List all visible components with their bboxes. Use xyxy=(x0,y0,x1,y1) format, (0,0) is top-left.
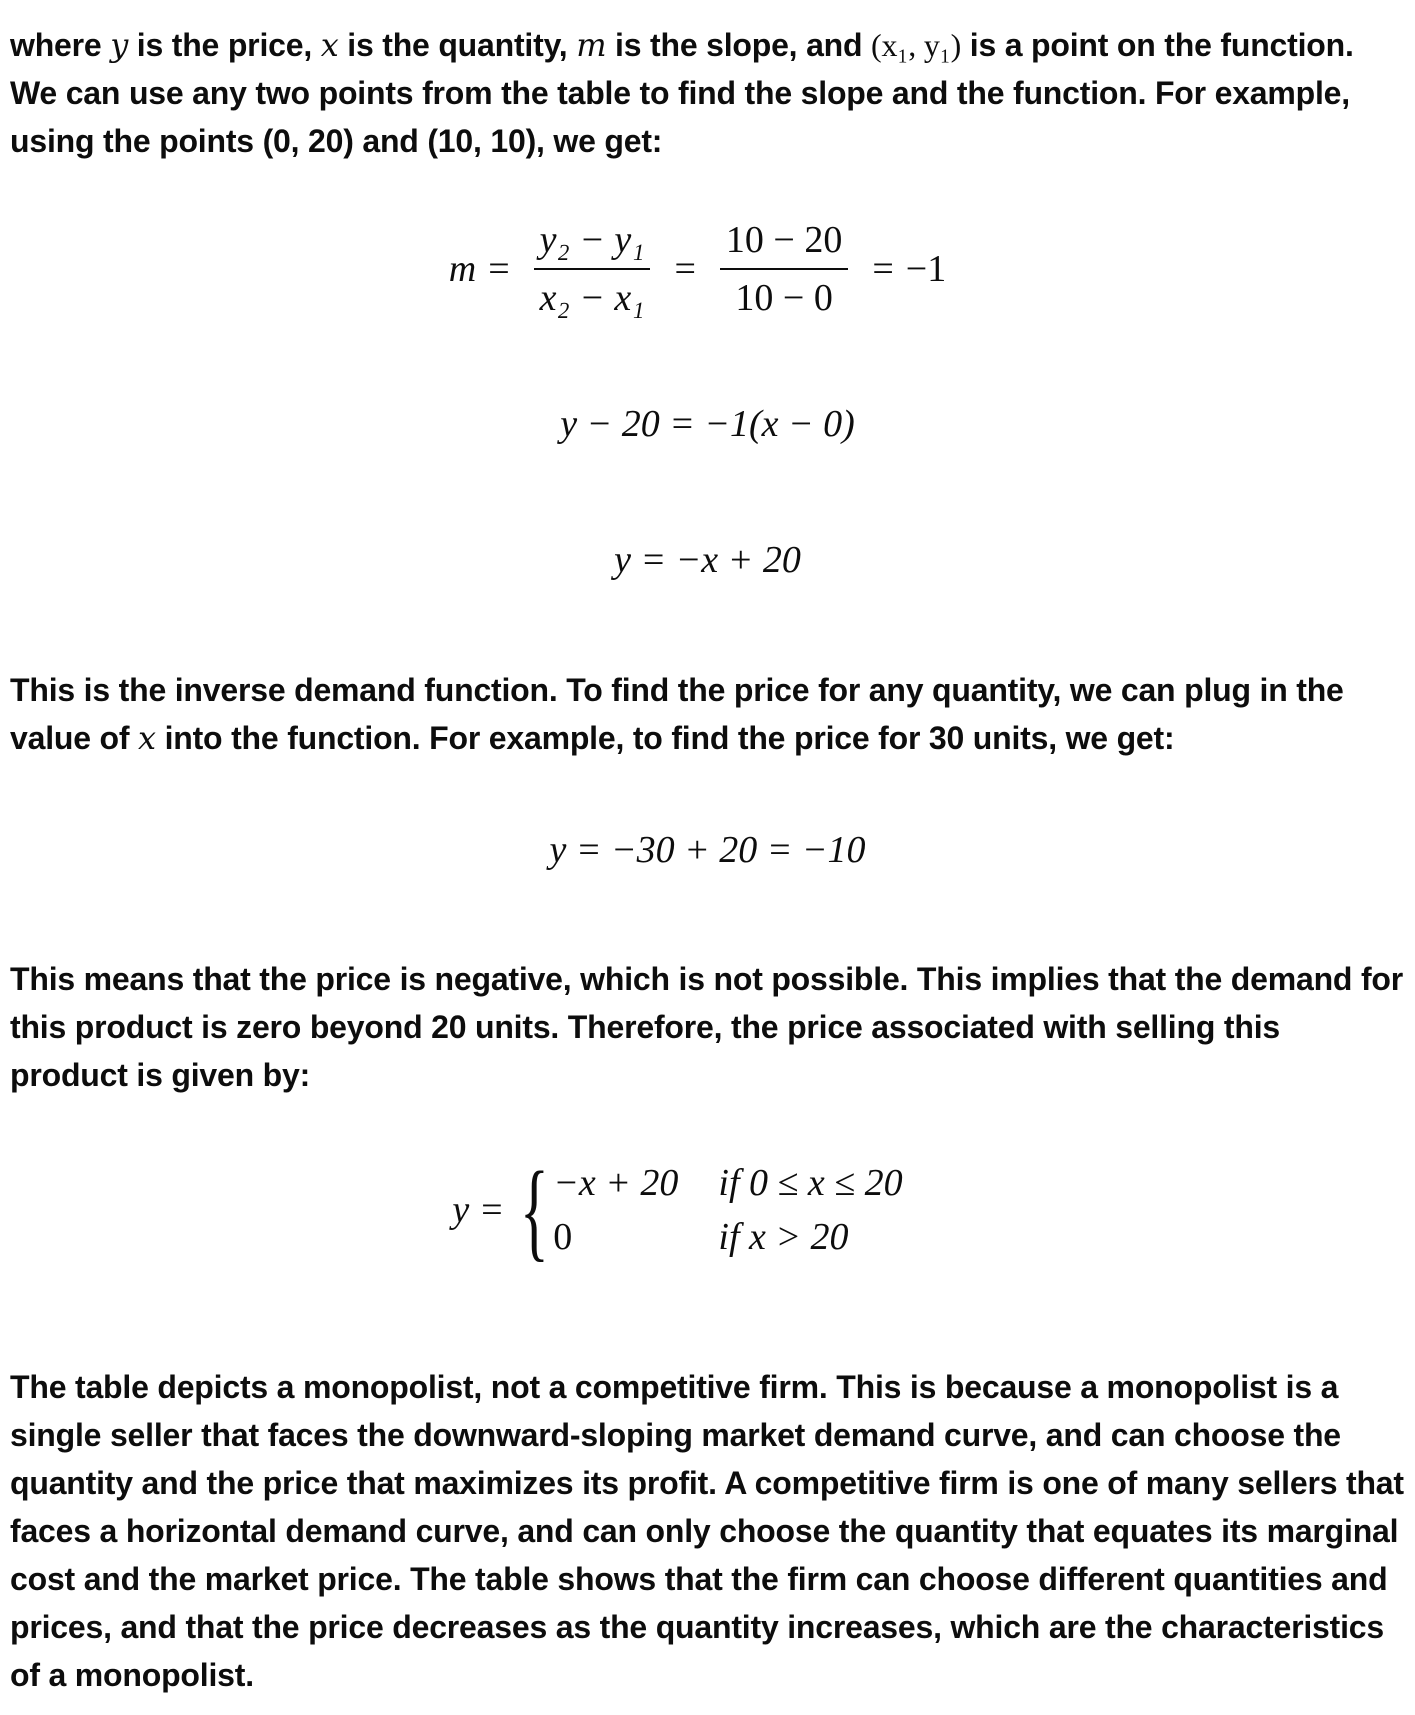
text: This is the inverse demand function. To find the price for any quantity, we can plug in the value of xyxy=(10,672,1344,756)
text: is a point on the function. We can use any two points from the table to find the slope and the function. For example, using the points (0, 20) and (10, 10), we get: xyxy=(10,27,1354,159)
eq-result: −1 xyxy=(905,248,947,290)
case-1-expression: −x + 20 xyxy=(553,1162,679,1204)
case-2-condition: if x > 20 xyxy=(718,1216,849,1258)
math-y: y xyxy=(110,26,129,64)
paragraph-negative-price: This means that the price is negative, which is not possible. This implies that the demand for this product is zero beyond 20 units. Therefore, the price associated with selling this product is given by: xyxy=(10,961,1404,1093)
math-x: x xyxy=(138,719,156,757)
piecewise-cases xyxy=(452,1149,903,1271)
paragraph-inverse-demand xyxy=(10,666,1405,762)
text: is the price, xyxy=(128,27,321,63)
equation-inverse-demand xyxy=(0,538,1415,582)
eq-text: y = −30 + 20 = −10 xyxy=(549,829,866,871)
eq-equals: = xyxy=(872,248,894,290)
fraction-denominator: 10 − 0 xyxy=(735,277,833,319)
fraction-symbolic xyxy=(534,218,651,320)
text: is the quantity, xyxy=(338,27,577,63)
text: where xyxy=(10,27,111,63)
math-x: x xyxy=(320,26,339,64)
eq-lhs-m: m xyxy=(448,248,477,290)
equation-slope xyxy=(0,218,1415,320)
brace-glyph: { xyxy=(520,1149,550,1271)
case-1-condition: if 0 ≤ x ≤ 20 xyxy=(718,1162,903,1204)
fraction-numeric xyxy=(720,218,848,320)
fraction-denominator: x₂ − x₁ xyxy=(539,277,645,319)
eq-lhs: y = xyxy=(452,1189,505,1231)
text: is the slope, and xyxy=(606,27,872,63)
equation-price-at-30 xyxy=(0,828,1415,872)
math-point: (x₁, y₁) xyxy=(871,27,962,63)
equation-piecewise xyxy=(0,1149,1415,1271)
math-m: m xyxy=(576,26,607,64)
paragraph-intro xyxy=(10,21,1405,165)
eq-equals: = xyxy=(674,248,696,290)
eq-text: y = −x + 20 xyxy=(614,539,801,581)
eq-equals: = xyxy=(488,248,510,290)
case-2-expression: 0 xyxy=(553,1216,573,1258)
eq-text: y − 20 = −1(x − 0) xyxy=(560,403,855,445)
paragraph-monopolist: The table depicts a monopolist, not a competitive firm. This is because a monopolist is a single seller that faces the downward-sloping market demand curve, and can choose the quantity and the price that maximizes its profit. A competitive firm is one of many sellers that faces a horizontal demand curve, and can only choose the quantity that equates its marginal cost and the market price. The table shows that the firm can choose different quantities and prices, and that the price decreases as the quantity increases, which are the characteristics of a monopolist. xyxy=(10,1369,1404,1693)
cases-grid xyxy=(553,1161,902,1259)
fraction-numerator: 10 − 20 xyxy=(720,218,848,270)
text: into the function. For example, to find the price for 30 units, we get: xyxy=(155,720,1175,756)
equation-point-slope xyxy=(0,402,1415,446)
fraction-numerator: y₂ − y₁ xyxy=(534,218,651,270)
